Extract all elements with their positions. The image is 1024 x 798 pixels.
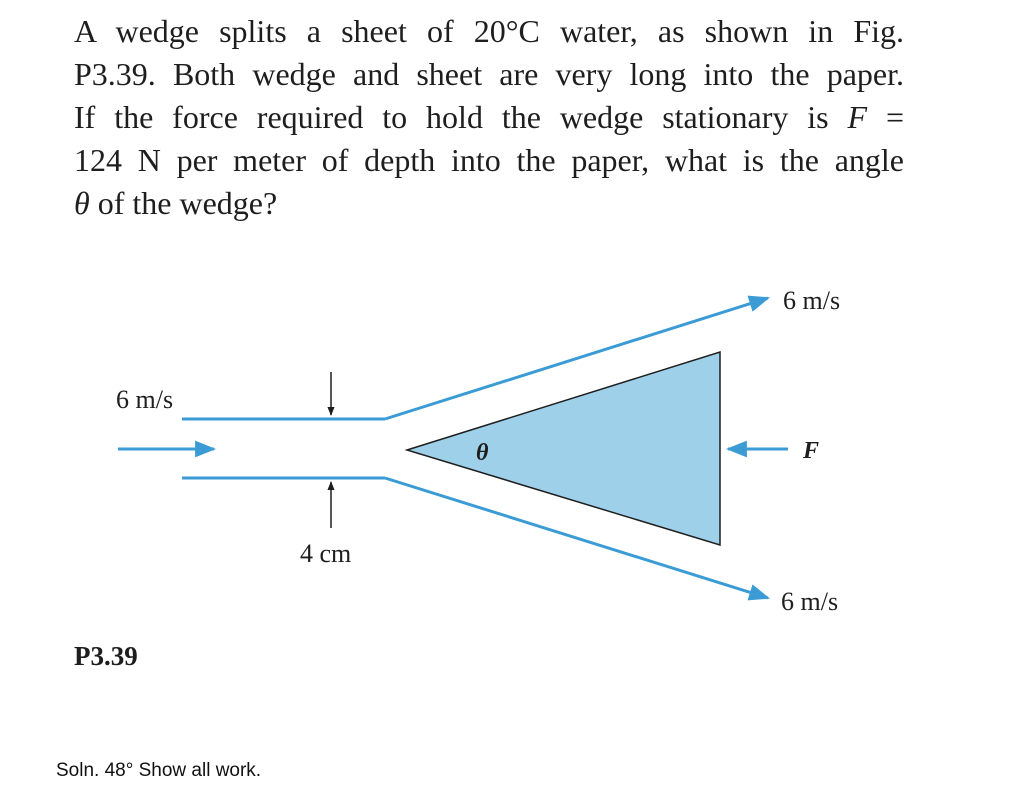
problem-text-span: If the force required to hold the wedge stationary is	[74, 99, 848, 135]
figure-number: P3.39	[74, 641, 138, 671]
thickness-label: 4 cm	[300, 539, 352, 568]
wedge-body	[407, 352, 720, 545]
problem-text-span: =	[867, 99, 905, 135]
angle-symbol: θ	[74, 185, 90, 221]
problem-text-span: of the wedge?	[89, 185, 278, 221]
problem-line: P3.39. Both wedge and sheet are very long into the paper.	[74, 56, 904, 92]
angle-label: θ	[476, 440, 489, 466]
force-label: F	[803, 438, 820, 464]
force-symbol: F	[847, 99, 868, 135]
problem-line: 124 N per meter of depth into the paper, what is the angle	[74, 142, 904, 178]
solution-note: Soln. 48° Show all work.	[56, 760, 262, 781]
inlet-velocity-label: 6 m/s	[116, 385, 174, 414]
problem-line: A wedge splits a sheet of 20°C water, as shown in Fig.	[74, 13, 904, 49]
outlet-velocity-top-label: 6 m/s	[783, 286, 841, 315]
outlet-velocity-bottom-label: 6 m/s	[781, 587, 839, 616]
